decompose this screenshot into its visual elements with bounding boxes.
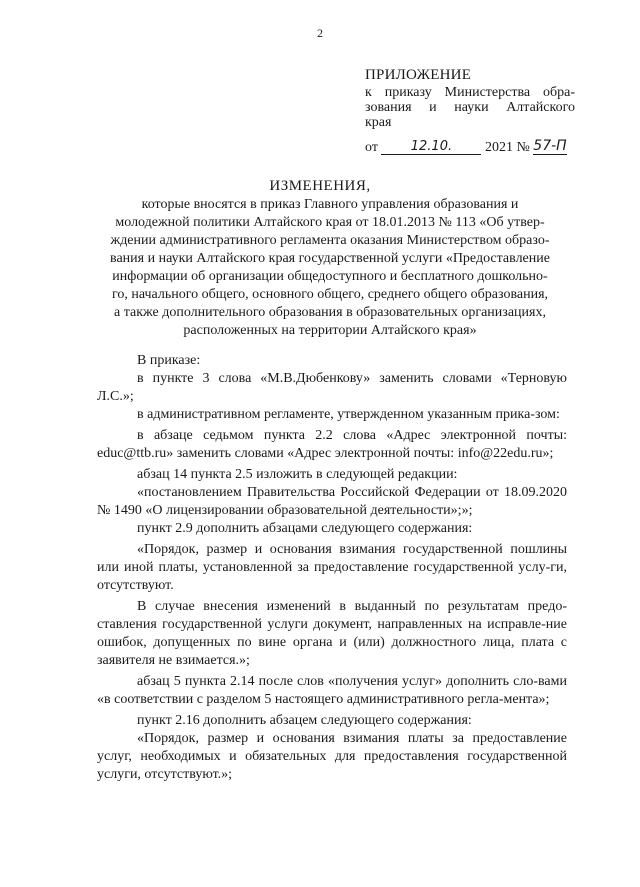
document-body — [97, 352, 567, 784]
heading-line: молодежной политики Алтайского края от 18.01.2013 № 113 «Об утвер- — [115, 215, 545, 230]
order-number-handwritten: 57-П — [533, 138, 567, 154]
appendix-date-line — [365, 139, 575, 155]
heading-line: вания и науки Алтайского края государственной услуги «Предоставление — [110, 251, 550, 266]
body-paragraph: в абзаце седьмом пункта 2.2 слова «Адрес электронной почты: educ@ttb.ru» заменить словами «Адрес электронной почты: info@22edu.ru»; — [97, 428, 567, 461]
appendix-line-1: к приказу Министерства обра- — [365, 85, 575, 100]
document-heading — [95, 196, 565, 340]
year-text: 2021 № — [484, 140, 530, 155]
appendix-block — [365, 68, 575, 155]
body-paragraph: абзац 5 пункта 2.14 после слов «получения услуг» дополнить сло-вами «в соответствии с разделом 5 настоящего административного регла-мента»; — [97, 674, 567, 707]
body-paragraph: В приказе: — [137, 353, 201, 368]
body-paragraph: «Порядок, размер и основания взимания платы за предоставление услуг, необходимых и обязательных для предоставления государственной услуги, отсутствуют.»; — [97, 731, 567, 782]
date-prefix: от — [365, 140, 378, 155]
appendix-line-3: края — [365, 115, 392, 130]
heading-line: которые вносятся в приказ Главного управления образования и — [141, 197, 519, 212]
body-paragraph: «Порядок, размер и основания взимания государственной пошлины или иной платы, установленной за предоставление государственной услу-ги, отсутствуют. — [97, 542, 567, 593]
appendix-line-2: зования и науки Алтайского — [365, 100, 575, 115]
date-handwritten: 12.10. — [381, 139, 481, 155]
body-paragraph: В случае внесения изменений в выданный по результатам предо-ставления государственной услуги документ, направленных на исправле-ние ошибок, допущенных по вине органа и (или) должностного лица, плата с заявителя не взимается.»; — [97, 599, 567, 668]
body-paragraph: пункт 2.9 дополнить абзацами следующего содержания: — [137, 521, 473, 536]
heading-line: ждении административного регламента оказания Министерством образо- — [110, 233, 550, 248]
heading-line: го, начального общего, основного общего, среднего общего образования, — [111, 287, 549, 302]
heading-line: информации об организации общедоступного и бесплатного дошкольно- — [112, 269, 548, 284]
body-paragraph: абзац 14 пункта 2.5 изложить в следующей редакции: — [137, 467, 458, 482]
heading-line: а также дополнительного образования в образовательных организациях, — [114, 305, 546, 320]
heading-line: расположенных на территории Алтайского края» — [183, 323, 477, 338]
body-paragraph: пункт 2.16 дополнить абзацем следующего содержания: — [137, 713, 472, 728]
body-paragraph: «постановлением Правительства Российской Федерации от 18.09.2020 № 1490 «О лицензировании образовательной деятельности»;»; — [97, 485, 567, 518]
body-paragraph: в административном регламенте, утвержденном указанным прика-зом: — [137, 407, 560, 422]
body-paragraph: в пункте 3 слова «М.В.Дюбенкову» заменить словами «Терновую Л.С.»; — [97, 371, 567, 404]
document-title: ИЗМЕНЕНИЯ, — [269, 178, 371, 194]
appendix-title: ПРИЛОЖЕНИЕ — [365, 67, 472, 83]
page-number: 2 — [317, 26, 323, 40]
